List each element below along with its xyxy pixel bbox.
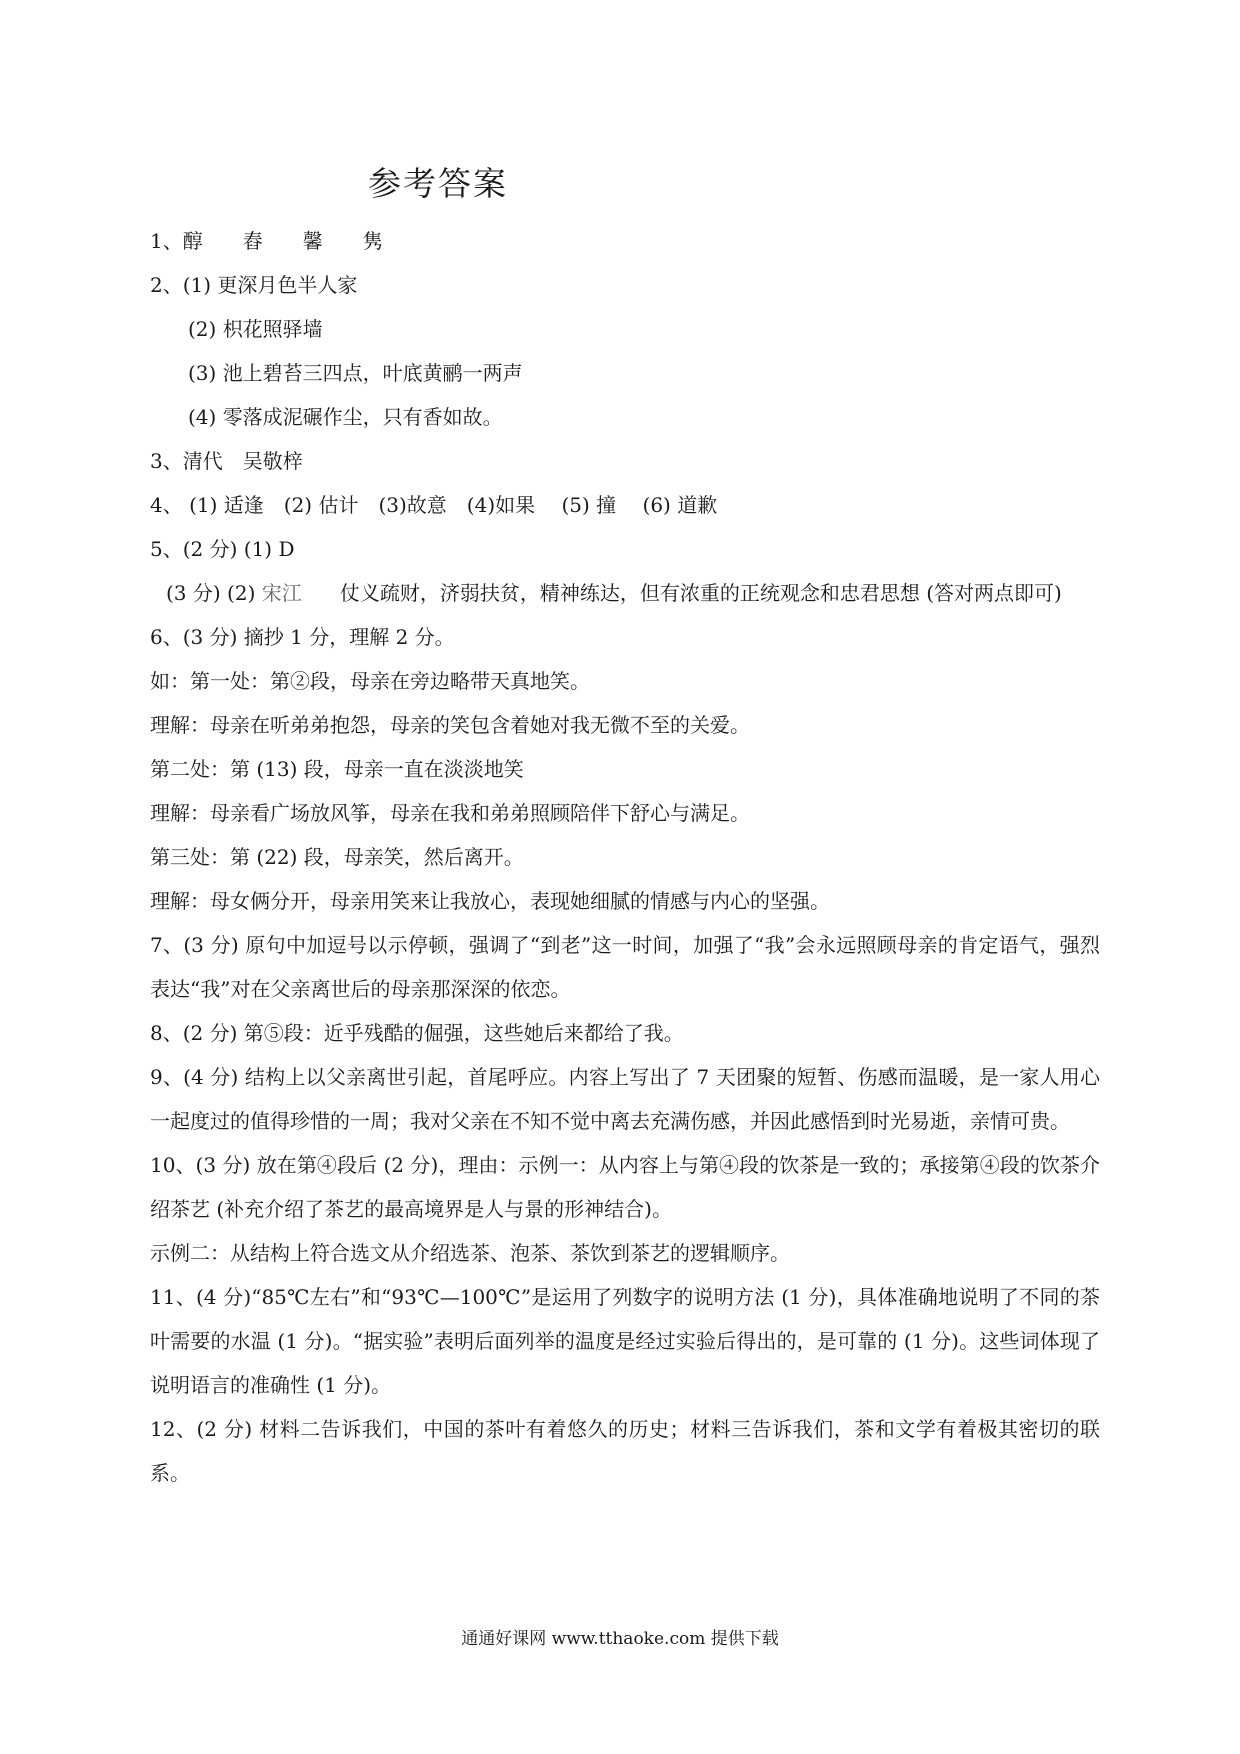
answer-2-4: (4) 零落成泥碾作尘，只有香如故。 — [188, 405, 503, 429]
answer-9: 9、(4 分) 结构上以父亲离世引起，首尾呼应。内容上写出了 7 天团聚的短暂、伤感而温暖，是一家人用心一起度过的值得珍惜的一周；我对父亲在不知不觉中离去充满伤感，并因此感悟到时光易逝，亲情可贵。 — [150, 1065, 1100, 1133]
answer-8: 8、(2 分) 第⑤段：近乎残酷的倔强，这些她后来都给了我。 — [150, 1021, 684, 1045]
page-footer: 通通好课网 www.tthaoke.com 提供下载 — [461, 1629, 779, 1649]
answer-6-example-3: 第三处：第 (22) 段，母亲笑，然后离开。 — [150, 845, 524, 869]
page-title: 参考答案 — [368, 164, 508, 203]
answer-6-understanding-1: 理解：母亲在听弟弟抱怨，母亲的笑包含着她对我无微不至的关爱。 — [150, 713, 750, 737]
answer-4: 4、 (1) 适逢 (2) 估计 (3)故意 (4)如果 (5) 撞 (6) 道歉 — [150, 493, 718, 517]
answer-3: 3、清代 吴敬梓 — [150, 449, 303, 473]
answer-6-understanding-3: 理解：母女俩分开，母亲用笑来让我放心，表现她细腻的情感与内心的坚强。 — [150, 889, 830, 913]
answer-5-2 — [150, 571, 1100, 615]
answer-10-2: 示例二：从结构上符合选文从介绍选茶、泡茶、茶饮到茶艺的逻辑顺序。 — [150, 1241, 790, 1265]
answer-6-example-1: 如：第一处：第②段，母亲在旁边略带天真地笑。 — [150, 669, 590, 693]
answer-5: 5、(2 分) (1) D — [150, 537, 295, 561]
answer-1: 1、醇 舂 馨 隽 — [150, 229, 383, 253]
answer-list — [150, 219, 1100, 1495]
answer-6: 6、(3 分) 摘抄 1 分，理解 2 分。 — [150, 625, 455, 649]
answer-10: 10、(3 分) 放在第④段后 (2 分)，理由：示例一：从内容上与第④段的饮茶是一致的；承接第④段的饮茶介绍茶艺 (补充介绍了茶艺的最高境界是人与景的形神结合)。 — [150, 1153, 1100, 1221]
answer-5-2-text: 仗义疏财，济弱扶贫，精神练达，但有浓重的正统观念和忠君思想 (答对两点即可) — [339, 581, 1062, 605]
answer-11: 11、(4 分)“85℃左右”和“93℃—100℃”是运用了列数字的说明方法 (1 分)，具体准确地说明了不同的茶叶需要的水温 (1 分)。“据实验”表明后面列举的温度是经过实验后得出的，是可靠的 (1 分)。这些词体现了说明语言的准确性 (1 分)。 — [150, 1285, 1100, 1397]
answer-2: 2、(1) 更深月色半人家 — [150, 273, 358, 297]
answer-5-2-prefix: (3 分) (2) — [166, 581, 256, 605]
answer-6-understanding-2: 理解：母亲看广场放风筝，母亲在我和弟弟照顾陪伴下舒心与满足。 — [150, 801, 750, 825]
answer-5-2-name: 宋江 — [261, 581, 302, 605]
answer-2-2: (2) 枳花照驿墙 — [188, 317, 323, 341]
answer-2-3: (3) 池上碧苔三四点，叶底黄鹂一两声 — [188, 361, 523, 385]
answer-12: 12、(2 分) 材料二告诉我们，中国的茶叶有着悠久的历史；材料三告诉我们，茶和文学有着极其密切的联系。 — [150, 1417, 1100, 1485]
answer-7: 7、(3 分) 原句中加逗号以示停顿，强调了“到老”这一时间，加强了“我”会永远照顾母亲的肯定语气，强烈表达“我”对在父亲离世后的母亲那深深的依恋。 — [150, 933, 1100, 1001]
answer-6-example-2: 第二处：第 (13) 段，母亲一直在淡淡地笑 — [150, 757, 524, 781]
